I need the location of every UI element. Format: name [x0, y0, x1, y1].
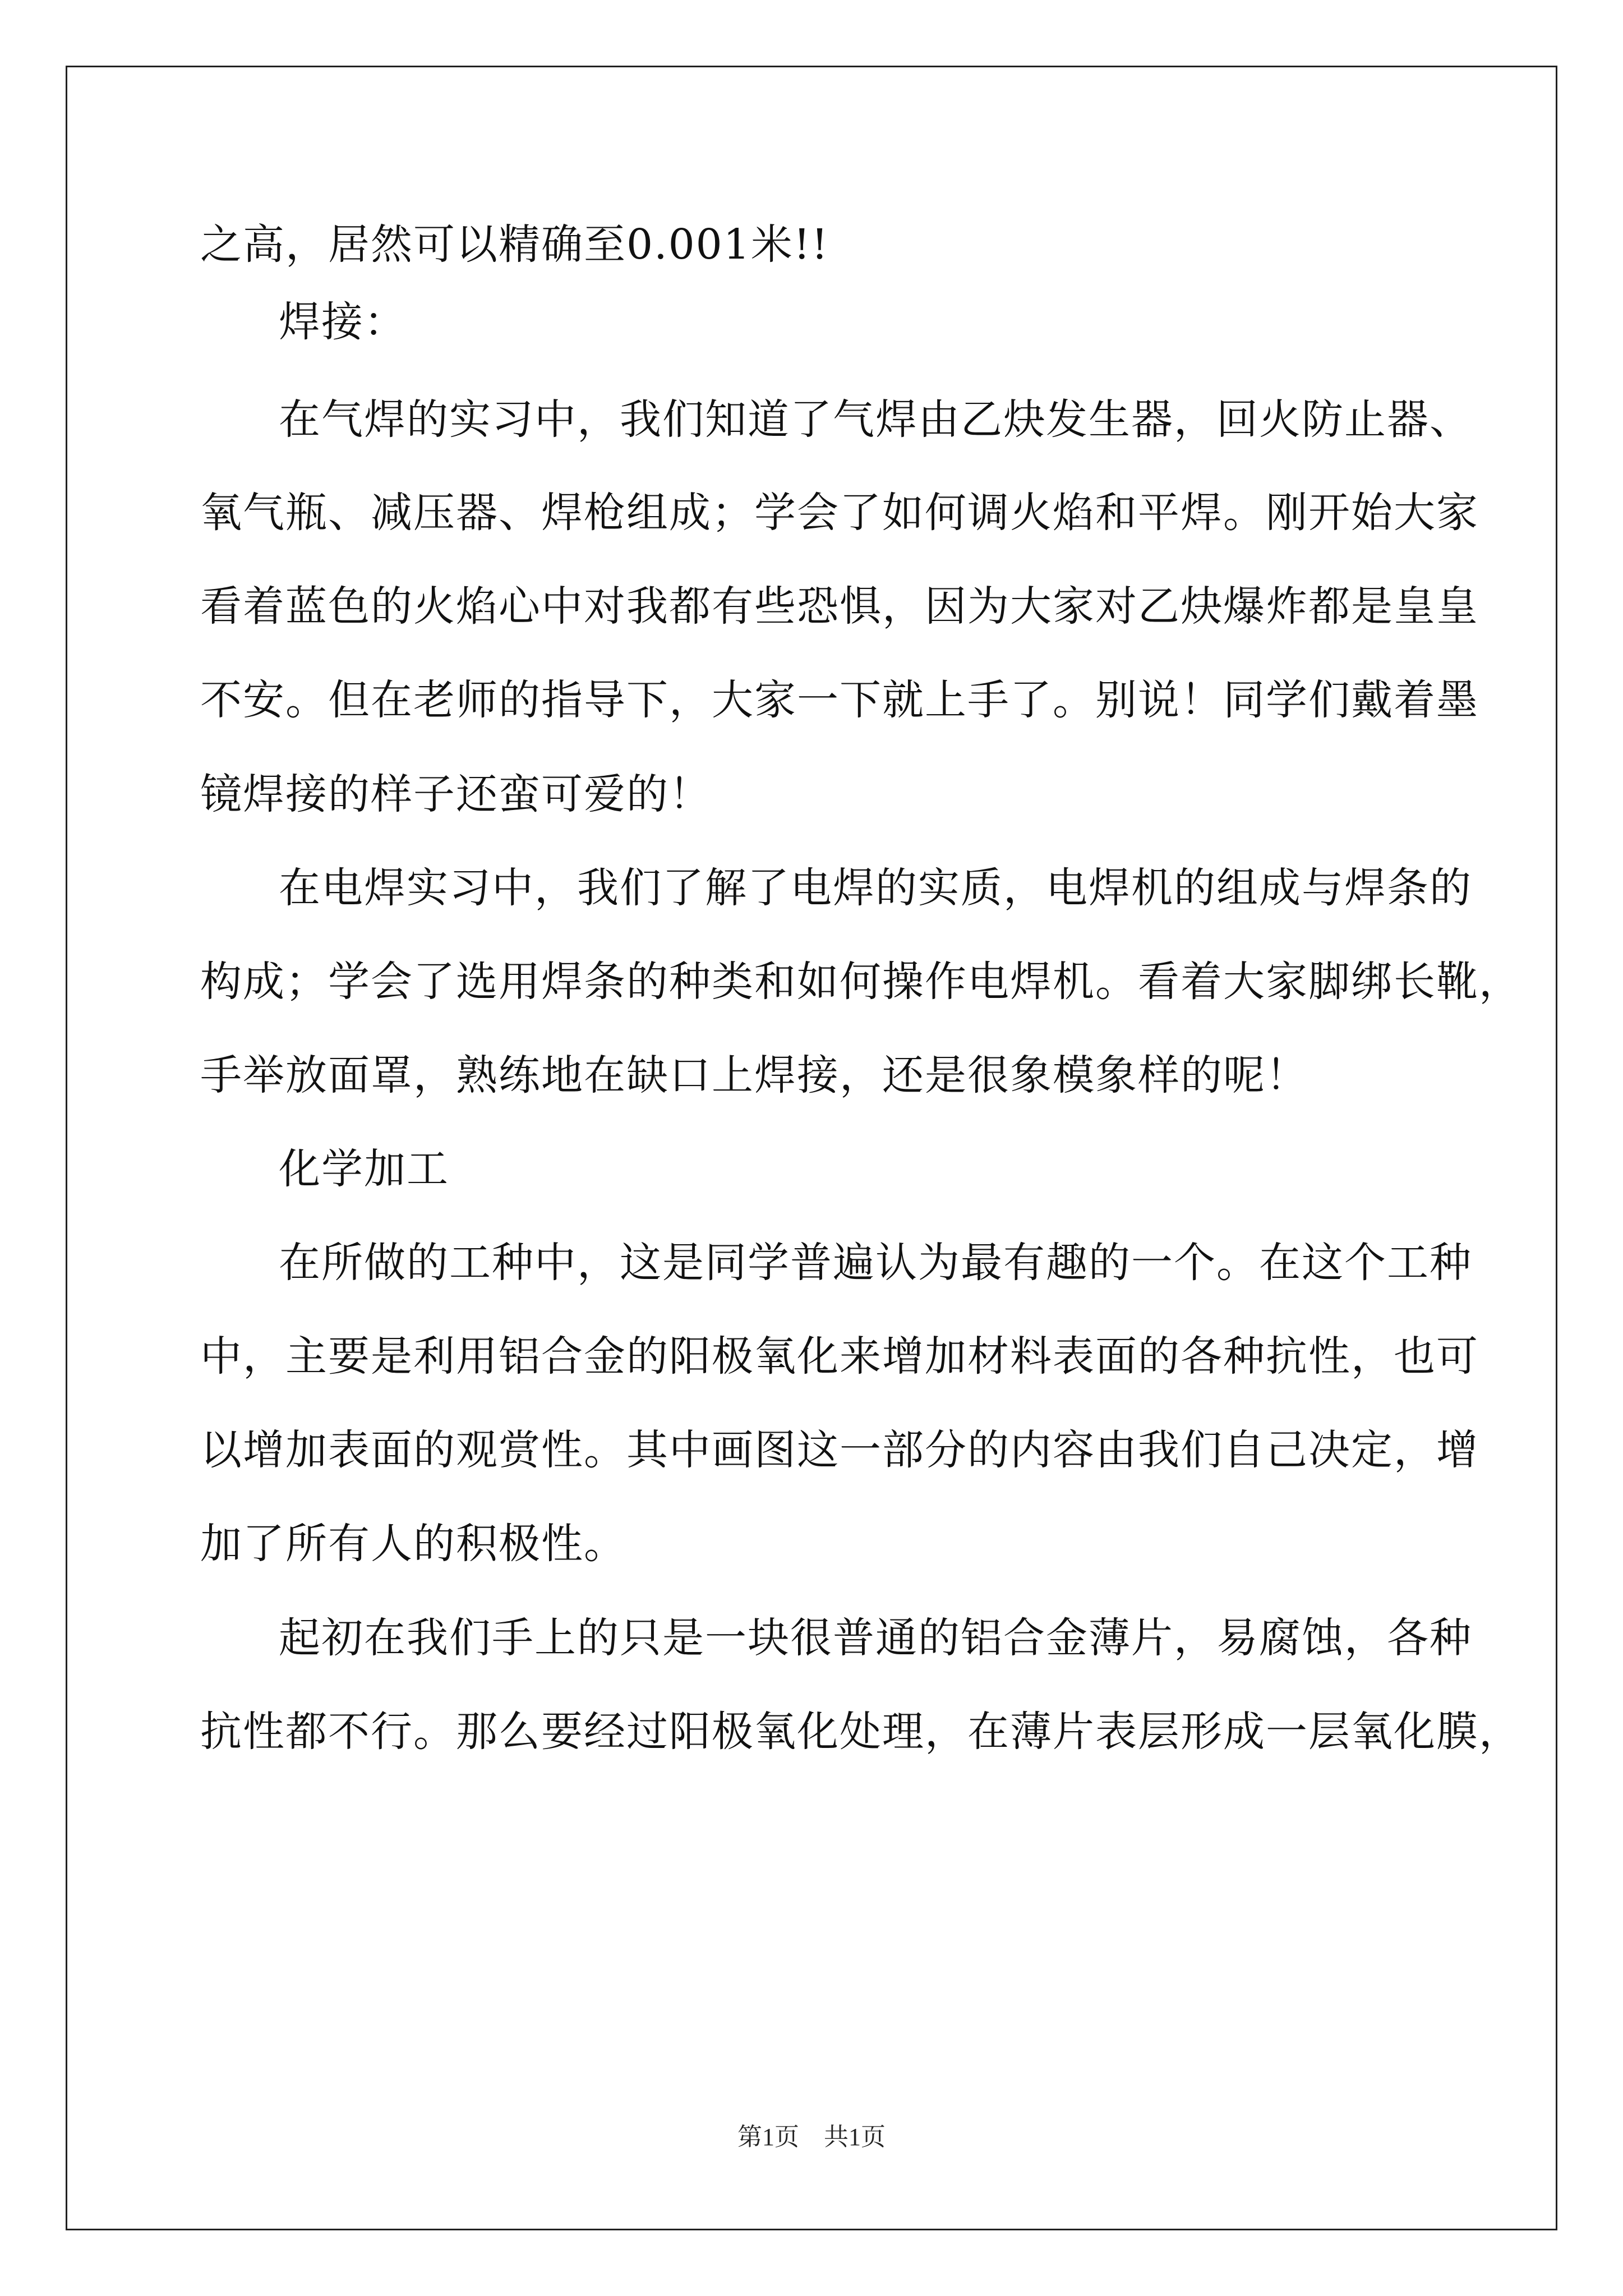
text-line: 手举放面罩，熟练地在缺口上焊接，还是很象模象样的呢！: [200, 1051, 1308, 1099]
text-line: 之高，居然可以精确至0.001米!!: [200, 220, 829, 269]
text-line: 抗性都不行。那么要经过阳极氧化处理，在薄片表层形成一层氧化膜，: [200, 1708, 1521, 1756]
text-line: 在所做的工种中，这是同学普遍认为最有趣的一个。在这个工种: [279, 1239, 1472, 1287]
text-line: 在电焊实习中，我们了解了电焊的实质，电焊机的组成与焊条的: [279, 864, 1472, 912]
section-heading-chemical: 化学加工: [279, 1145, 449, 1193]
text-line: 镜焊接的样子还蛮可爱的！: [200, 770, 712, 818]
text-line: 看着蓝色的火焰心中对我都有些恐惧，因为大家对乙炔爆炸都是皇皇: [200, 582, 1479, 631]
text-line: 以增加表面的观赏性。其中画图这一部分的内容由我们自己决定，增: [200, 1426, 1479, 1474]
text-line: 氧气瓶、减压器、焊枪组成；学会了如何调火焰和平焊。刚开始大家: [200, 489, 1479, 537]
text-line: 在气焊的实习中，我们知道了气焊由乙炔发生器，回火防止器、: [279, 395, 1472, 444]
section-heading-welding: 焊接：: [279, 298, 407, 346]
text-line: 起初在我们手上的只是一块很普通的铝合金薄片，易腐蚀，各种: [279, 1614, 1472, 1662]
text-line: 不安。但在老师的指导下，大家一下就上手了。别说！同学们戴着墨: [200, 676, 1479, 724]
page-footer: 第1页 共1页: [737, 2123, 886, 2151]
text-line: 中，主要是利用铝合金的阳极氧化来增加材料表面的各种抗性，也可: [200, 1332, 1479, 1381]
text-line: 构成；学会了选用焊条的种类和如何操作电焊机。看着大家脚绑长靴，: [200, 958, 1521, 1006]
text-line: 加了所有人的积极性。: [200, 1520, 626, 1568]
